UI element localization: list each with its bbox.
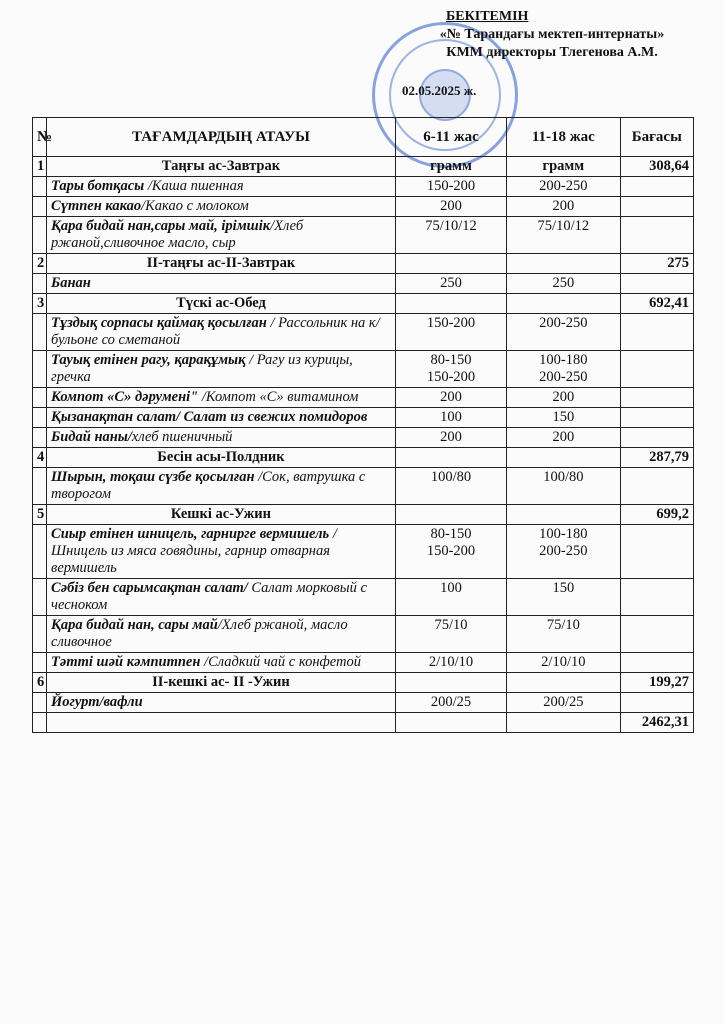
section-unit-2 — [507, 505, 620, 525]
dish-number-empty — [33, 197, 47, 217]
dish-portion-11-18: 200 — [507, 197, 620, 217]
dish-row — [33, 693, 694, 713]
dish-row — [33, 217, 694, 254]
section-unit-1 — [395, 448, 506, 468]
dish-price-empty — [620, 693, 693, 713]
dish-name — [47, 274, 396, 294]
dish-name — [47, 408, 396, 428]
section-unit-2: грамм — [507, 157, 620, 177]
dish-name — [47, 197, 396, 217]
dish-name-kazakh: Сиыр етінен шницель, гарнирге вермишель — [51, 526, 333, 542]
dish-price-empty — [620, 177, 693, 197]
section-title: Түскі ас-Обед — [47, 294, 396, 314]
dish-number-empty — [33, 693, 47, 713]
dish-portion-6-11: 100 — [395, 579, 506, 616]
section-price: 275 — [620, 254, 693, 274]
section-unit-1: грамм — [395, 157, 506, 177]
dish-name — [47, 351, 396, 388]
dish-number-empty — [33, 653, 47, 673]
section-number: 3 — [33, 294, 47, 314]
section-title: Таңғы ас-Завтрак — [47, 157, 396, 177]
section-unit-1 — [395, 254, 506, 274]
dish-number-empty — [33, 351, 47, 388]
section-price: 199,27 — [620, 673, 693, 693]
dish-number-empty — [33, 314, 47, 351]
dish-portion-11-18: 75/10 — [507, 616, 620, 653]
dish-portion-6-11: 150-200 — [395, 177, 506, 197]
section-unit-2 — [507, 254, 620, 274]
dish-price-empty — [620, 653, 693, 673]
total-empty-4 — [507, 713, 620, 733]
dish-portion-11-18: 2/10/10 — [507, 653, 620, 673]
dish-number-empty — [33, 579, 47, 616]
dish-price-empty — [620, 274, 693, 294]
dish-portion-11-18: 100/80 — [507, 468, 620, 505]
approval-director: КММ директоры Тлегенова А.М. — [446, 45, 658, 60]
section-price: 692,41 — [620, 294, 693, 314]
dish-portion-6-11: 100 — [395, 408, 506, 428]
dish-price-empty — [620, 197, 693, 217]
dish-number-empty — [33, 408, 47, 428]
section-number: 1 — [33, 157, 47, 177]
section-number: 6 — [33, 673, 47, 693]
dish-price-empty — [620, 217, 693, 254]
dish-price-empty — [620, 408, 693, 428]
dish-name — [47, 314, 396, 351]
dish-name — [47, 579, 396, 616]
dish-name — [47, 616, 396, 653]
dish-row — [33, 177, 694, 197]
section-title: ІІ-таңғы ас-ІІ-Завтрак — [47, 254, 396, 274]
total-row — [33, 713, 694, 733]
dish-portion-11-18: 75/10/12 — [507, 217, 620, 254]
dish-name-kazakh: Қара бидай нан, сары май — [51, 617, 218, 633]
dish-name — [47, 468, 396, 505]
dish-number-empty — [33, 525, 47, 579]
section-price: 699,2 — [620, 505, 693, 525]
dish-portion-11-18: 100-180 200-250 — [507, 525, 620, 579]
dish-portion-6-11: 200 — [395, 428, 506, 448]
header-name: ТАҒАМДАРДЫҢ АТАУЫ — [47, 118, 396, 157]
dish-name-kazakh: Тары ботқасы — [51, 178, 148, 194]
dish-price-empty — [620, 525, 693, 579]
dish-portion-11-18: 200 — [507, 428, 620, 448]
dish-portion-11-18: 150 — [507, 408, 620, 428]
section-unit-2 — [507, 448, 620, 468]
dish-name — [47, 428, 396, 448]
approval-block — [402, 8, 702, 100]
dish-portion-11-18: 200 — [507, 388, 620, 408]
dish-portion-11-18: 250 — [507, 274, 620, 294]
dish-name-kazakh: Банан — [51, 275, 91, 291]
dish-number-empty — [33, 388, 47, 408]
section-unit-1 — [395, 294, 506, 314]
dish-name-kazakh: Тәтті шәй кәмпитпен — [51, 654, 205, 670]
dish-name-kazakh: Йогурт/вафли — [51, 694, 143, 710]
section-price: 308,64 — [620, 157, 693, 177]
dish-name-kazakh: Бидай наны/ — [51, 429, 132, 445]
dish-price-empty — [620, 388, 693, 408]
dish-price-empty — [620, 579, 693, 616]
dish-name-kazakh: Компот «С» дәрумені" — [51, 389, 202, 405]
dish-name-russian: / Рассольник на к/бульоне со сметаной — [51, 315, 380, 348]
dish-row — [33, 525, 694, 579]
section-unit-2 — [507, 294, 620, 314]
dish-portion-6-11: 200 — [395, 197, 506, 217]
section-row — [33, 505, 694, 525]
dish-name — [47, 693, 396, 713]
dish-name-russian: хлеб пшеничный — [131, 429, 233, 445]
dish-name-kazakh: Қызанақтан салат/ Салат из свежих помидоров — [51, 409, 368, 425]
section-row — [33, 157, 694, 177]
dish-price-empty — [620, 351, 693, 388]
header-row — [33, 118, 694, 157]
dish-price-empty — [620, 428, 693, 448]
approval-date: 02.05.2025 ж. — [402, 83, 477, 98]
dish-name-russian: /Хлеб ржаной, масло сливочное — [51, 617, 348, 650]
dish-number-empty — [33, 428, 47, 448]
dish-name-russian: Салат морковый с чесноком — [51, 580, 367, 613]
dish-row — [33, 616, 694, 653]
total-empty-3 — [395, 713, 506, 733]
section-title: Кешкі ас-Ужин — [47, 505, 396, 525]
dish-name-russian: /Хлеб ржаной,сливочное масло, сыр — [51, 218, 304, 251]
dish-row — [33, 314, 694, 351]
section-unit-1 — [395, 505, 506, 525]
section-row — [33, 294, 694, 314]
dish-portion-6-11: 100/80 — [395, 468, 506, 505]
header-age1: 6-11 жас — [395, 118, 506, 157]
dish-row — [33, 197, 694, 217]
dish-name-kazakh: Сүтпен какао — [51, 198, 142, 214]
dish-portion-6-11: 2/10/10 — [395, 653, 506, 673]
section-number: 5 — [33, 505, 47, 525]
dish-name — [47, 525, 396, 579]
dish-row — [33, 653, 694, 673]
dish-portion-6-11: 150-200 — [395, 314, 506, 351]
dish-name-russian: /Каша пшенная — [147, 178, 244, 194]
dish-name-russian: /Сок, ватрушка с творогом — [51, 469, 366, 502]
total-empty-1 — [33, 713, 47, 733]
dish-name-russian: /Компот «С» витамином — [201, 389, 359, 405]
section-title: ІІ-кешкі ас- ІІ -Ужин — [47, 673, 396, 693]
section-unit-1 — [395, 673, 506, 693]
menu-table — [32, 117, 694, 733]
section-row — [33, 673, 694, 693]
dish-name-kazakh: Шырын, тоқаш сүзбе қосылған — [51, 469, 259, 485]
dish-name — [47, 388, 396, 408]
dish-row — [33, 428, 694, 448]
dish-portion-6-11: 80-150 150-200 — [395, 351, 506, 388]
dish-portion-6-11: 80-150 150-200 — [395, 525, 506, 579]
dish-row — [33, 579, 694, 616]
dish-name — [47, 217, 396, 254]
dish-name-russian: /Сладкий чай с конфетой — [204, 654, 362, 670]
header-age2: 11-18 жас — [507, 118, 620, 157]
dish-portion-11-18: 200-250 — [507, 177, 620, 197]
dish-price-empty — [620, 616, 693, 653]
dish-portion-11-18: 100-180 200-250 — [507, 351, 620, 388]
header-no: № — [33, 118, 47, 157]
menu-body — [33, 157, 694, 733]
dish-portion-6-11: 75/10/12 — [395, 217, 506, 254]
dish-price-empty — [620, 314, 693, 351]
section-price: 287,79 — [620, 448, 693, 468]
dish-portion-11-18: 200-250 — [507, 314, 620, 351]
section-unit-2 — [507, 673, 620, 693]
dish-portion-6-11: 250 — [395, 274, 506, 294]
dish-row — [33, 351, 694, 388]
total-price: 2462,31 — [620, 713, 693, 733]
approval-title: БЕКІТЕМІН — [446, 9, 529, 24]
dish-name-russian: / Шницель из мяса говядины, гарнир отварная вермишель — [51, 526, 337, 576]
dish-number-empty — [33, 468, 47, 505]
dish-number-empty — [33, 177, 47, 197]
dish-row — [33, 388, 694, 408]
dish-name-kazakh: Қара бидай нан,сары май, ірімшік — [51, 218, 271, 234]
dish-portion-11-18: 200/25 — [507, 693, 620, 713]
section-number: 4 — [33, 448, 47, 468]
dish-portion-6-11: 200/25 — [395, 693, 506, 713]
dish-portion-6-11: 200 — [395, 388, 506, 408]
dish-name-kazakh: Тұздық сорпасы қаймақ қосылған — [51, 315, 271, 331]
dish-number-empty — [33, 616, 47, 653]
dish-portion-6-11: 75/10 — [395, 616, 506, 653]
dish-name — [47, 177, 396, 197]
dish-name — [47, 653, 396, 673]
dish-name-russian: /Какао с молоком — [141, 198, 249, 214]
dish-name-kazakh: Тауық етінен рагу, қарақұмық — [51, 352, 250, 368]
section-row — [33, 254, 694, 274]
total-empty-2 — [47, 713, 396, 733]
dish-row — [33, 274, 694, 294]
section-title: Бесін асы-Полдник — [47, 448, 396, 468]
dish-number-empty — [33, 274, 47, 294]
dish-row — [33, 468, 694, 505]
dish-price-empty — [620, 468, 693, 505]
dish-row — [33, 408, 694, 428]
dish-name-kazakh: Сәбіз бен сарымсақтан салат/ — [51, 580, 252, 596]
approval-school: «№ Тарандағы мектеп-интернаты» — [439, 27, 665, 42]
section-number: 2 — [33, 254, 47, 274]
dish-portion-11-18: 150 — [507, 579, 620, 616]
header-price: Бағасы — [620, 118, 693, 157]
dish-number-empty — [33, 217, 47, 254]
dish-name-russian: / Рагу из курицы, гречка — [51, 352, 353, 385]
section-row — [33, 448, 694, 468]
